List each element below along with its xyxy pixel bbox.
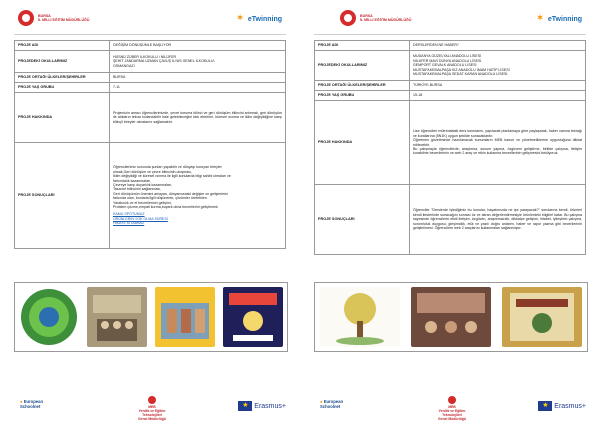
header-divider — [14, 34, 286, 35]
page-header — [300, 8, 600, 34]
meb-emblem-icon — [340, 10, 356, 26]
header-divider — [314, 34, 586, 35]
schools-list: MUDANYA GÜZELYALI ANADOLU LİSESİ NİLÜFER MAVİ DÜNYA ANADOLU LİSESİ GEMPORT GEVALK ANADOLU LİSESİ MUSTAFAKEMALPAŞA KIZ ANADOLU İMAM HATİP LİSESİ MUSTAFAKEMALPAŞA SEDAT KARAN ANADOLU LİSESİ — [410, 51, 586, 81]
page-footer — [0, 396, 300, 421]
link-yok-olma-suresi[interactable]: ÜRÜNLERİN YOK OLMA SÜRESİ — [113, 216, 168, 221]
etwinning-logo: ✶ eTwinning — [235, 13, 282, 24]
row-about: PROJE HAKKINDA Lise öğrencileri müfredattaki ders konularını, yapılacak planlamaya göre paylaşarak, haber canına tekrağı ve kurallarına (5N1K) uygun şekilde sunacaklardır. Öğretmen gözetiminde hazırlanacak sunumların MEB kanun ve yönetmeliklerine uygunluğuna dikkat edilecektir. Bu çalışmayla öğrencilerde; araştırma, sunum yapma, özgüveni geliştirme, birlikte çalışma, iletişim kurabilme becerilerinin ve web 2 araç ve etkin kullanma becerilerinin gelişmesini bekliyoruz. — [315, 101, 586, 185]
row-results: PROJE SONUÇLARI Öğrenciler "Derslerde işlediğimiz bu konular, hayatımızda ne işe yarayacak?" sorularına kendi, ürünleri kendi ilesterinde sunacağını sonrası öz ve akran değerlendirmesiyle ürünlerdeki bilgileri katar. Bu çalışma sayesinde öğrencilerin etkili iletişim, özgüven, araştırmacılık, dikkatçe gelişimi, hitabet, iyileştirici çalışma, sorumluluk duygusu, girişimcilik, etüt ve yazılı doğru anlatım, haber ve rapor yazma gibi becerilerinin geliştirilmesi. Öğrencilere web 2 araçlarını kullanmaları sağlanmıştır. — [315, 185, 586, 255]
schools-list: HÜSNÜ ZÜBER İLKOKULU \ NİLÜFER ŞEHİT JANDARMA UZMAN ÇAVUŞ İLYAS GENEL İLKOKULU\ OSMANGAZİ — [110, 51, 286, 73]
photo-strip — [14, 282, 288, 352]
eu-flag-icon — [238, 401, 252, 411]
project-name: DEĞİŞİM DÖNÜŞÜMLE BAŞLIYOR — [110, 41, 286, 51]
etwinning-star-icon: ✶ — [235, 13, 245, 24]
erasmus-logo: ★ Erasmus+ — [538, 401, 586, 411]
erasmus-logo: ★ Erasmus+ — [238, 401, 286, 411]
results-text: Öğrenciler "Derslerde işlediğimiz bu konular, hayatımızda ne işe yarayacak?" sorularına kendi, ürünleri kendi ilesterinde sunacağını sonrası öz ve akran değerlendirmesiyle ürünlerdeki bilgileri katar. Bu çalışma sayesinde öğrencilerin etkili iletişim, özgüven, araştırmacılık, dikkatçe gelişimi, hitabet, iyileştirici çalışma, sorumluluk duygusu, girişimcilik, etüt ve yazılı doğru anlatım, haber ve rapor yazma gibi becerilerinin geliştirilmesi. Öğrencilere web 2 araçlarını kullanmaları sağlanmıştır. — [410, 185, 586, 255]
meb-logo: BURSA İL MİLLİ EĞİTİM MÜDÜRLÜĞÜ — [18, 10, 89, 26]
row-schools: PROJEDEKİ OKULLARIMIZ MUDANYA GÜZELYALI ANADOLU LİSESİ NİLÜFER MAVİ DÜNYA ANADOLU LİSESİ GEMPORT GEVALK ANADOLU LİSESİ MUSTAFAKEMALPAŞA KIZ ANADOLU İMAM HATİP LİSESİ MUSTAFAKEMALPAŞA SEDAT KARAN ANADOLU LİSESİ — [315, 51, 586, 81]
etwinning-star-icon: ✶ — [535, 13, 545, 24]
meb-footer-emblem-icon — [448, 396, 456, 404]
european-schoolnet-logo: ● European Schoolnet — [320, 399, 344, 409]
results-text: Öğrencilerimiz sonunda şunları yapabilir ve dünyayı koruyan bireyler olmak,Geri dönüşüm ve çevre bilincinin oluşması, İklim değişikliği ve küresel ısınma ile ilgili konularda bilgi sahibi olmaları ve farkındalık kazanmaları, Çevreye karşı duyarlılık kazanmaları, Tasarruf bilincinin sağlanması, Geri dönüşümün önemini anlayan, dünyamızdaki değişim ve gelişimlerin farkında olan, bunlarla ilgili düşünerek, çözümler üretebilen Yaratıcılık ve el becerilerinin gelişimi, Problem çözme,empati kurma,buyark olma becerilerini geliştirmek KAMU SPOTUMUZ ÜRÜNLERİN YOK OLMA SÜRESİ HİKAYE KİTABIMIZ — [110, 143, 286, 249]
event-poster-image — [223, 287, 283, 347]
project-table — [14, 40, 286, 249]
row-age: PROJE YAŞ GRUBU 7-11 — [15, 83, 286, 93]
photo-strip — [314, 282, 588, 352]
row-age: PROJE YAŞ GRUBU 15-18 — [315, 91, 586, 101]
about-text: Lise öğrencileri müfredattaki ders konularını, yapılacak planlamaya göre paylaşarak, haber canına tekrağı ve kurallarına (5N1K) uygun şekilde sunacaklardır. Öğretmen gözetiminde hazırlanacak sunumların MEB kanun ve yönetmeliklerine uygunluğuna dikkat edilecektir. Bu çalışmayla öğrencilerde; araştırma, sunum yapma, özgüveni geliştirme, birlikte çalışma, iletişim kurabilme becerilerinin ve web 2 araç ve etkin kullanma becerilerinin gelişmesini bekliyoruz. — [410, 101, 586, 185]
meb-emblem-icon — [18, 10, 34, 26]
european-schoolnet-logo: ● European Schoolnet — [20, 399, 44, 409]
row-partners: PROJE ORTAĞI ÜLKELER/ŞEHİRLER BURSA — [15, 73, 286, 83]
row-project-name: PROJE ADI DEĞİŞİM DÖNÜŞÜMLE BAŞLIYOR — [15, 41, 286, 51]
eu-flag-icon — [538, 401, 552, 411]
project-table — [314, 40, 586, 255]
project-name: DERSLERDEN NE HABER? — [410, 41, 586, 51]
classroom-photo-image — [411, 287, 491, 347]
meb-footer-logo: MEB Yenilik ve Eğitim Teknolojileri Genel Müdürlüğü — [130, 396, 174, 421]
poster-photo-image — [502, 287, 582, 347]
row-about: PROJE HAKKINDA Projemizin amacı öğrencilerimizde, çevre koruma bilinci ve geri dönüşüm bilincini artırmak, geri dönüşüm ile atıkların tekrar kullanılabilir hale gelebileceğini fark etmeleri, küresel ısınma ve iklim değişikliğine karşı bilinçli bireyler olmalarını sağlamaktır. — [15, 93, 286, 143]
row-project-name: PROJE ADI DERSLERDEN NE HABER? — [315, 41, 586, 51]
link-kamu-spotu[interactable]: KAMU SPOTUMUZ — [113, 212, 145, 217]
link-hikaye-kitabi[interactable]: HİKAYE KİTABIMIZ — [113, 221, 145, 226]
about-text: Projemizin amacı öğrencilerimizde, çevre koruma bilinci ve geri dönüşüm bilincini artırmak, geri dönüşüm ile atıkların tekrar kullanılabilir hale gelebileceğini fark etmeleri, küresel ısınma ve iklim değişikliğine karşı bilinçli bireyler olmalarını sağlamaktır. — [110, 93, 286, 143]
meb-footer-emblem-icon — [148, 396, 156, 404]
meb-logo: BURSA İL MİLLİ EĞİTİM MÜDÜRLÜĞÜ — [340, 10, 411, 26]
tree-drawing-image — [320, 287, 400, 347]
right-page — [300, 0, 600, 424]
students-photo-image — [155, 287, 215, 347]
etwinning-logo: ✶ eTwinning — [535, 13, 582, 24]
page-header — [0, 8, 300, 34]
row-partners: PROJE ORTAĞI ÜLKELER/ŞEHİRLER TÜRKİYE-BURSA — [315, 81, 586, 91]
class-photo-image — [87, 287, 147, 347]
project-logo-image — [19, 287, 79, 347]
page-footer — [300, 396, 600, 421]
row-schools: PROJEDEKİ OKULLARIMIZ HÜSNÜ ZÜBER İLKOKULU \ NİLÜFER ŞEHİT JANDARMA UZMAN ÇAVUŞ İLYAS GENEL İLKOKULU\ OSMANGAZİ — [15, 51, 286, 73]
meb-footer-logo: MEB Yenilik ve Eğitim Teknolojileri Genel Müdürlüğü — [430, 396, 474, 421]
row-results: PROJE SONUÇLARI Öğrencilerimiz sonunda şunları yapabilir ve dünyayı koruyan bireyler olmak,Geri dönüşüm ve çevre bilincinin oluşması, İklim değişikliği ve küresel ısınma ile ilgili konularda bilgi sahibi olmaları ve farkındalık kazanmaları, Çevreye karşı duyarlılık kazanmaları, Tasarruf bilincinin sağlanması, Geri dönüşümün önemini anlayan, dünyamızdaki değişim ve gelişimlerin farkında olan, bunlarla ilgili düşünerek, çözümler üretebilen Yaratıcılık ve el becerilerinin gelişimi, Problem çözme,empati kurma,buyark olma becerilerini geliştirmek KAMU SPOTUMUZ ÜRÜNLERİN YOK OLMA SÜRESİ HİKAYE KİTABIMIZ — [15, 143, 286, 249]
